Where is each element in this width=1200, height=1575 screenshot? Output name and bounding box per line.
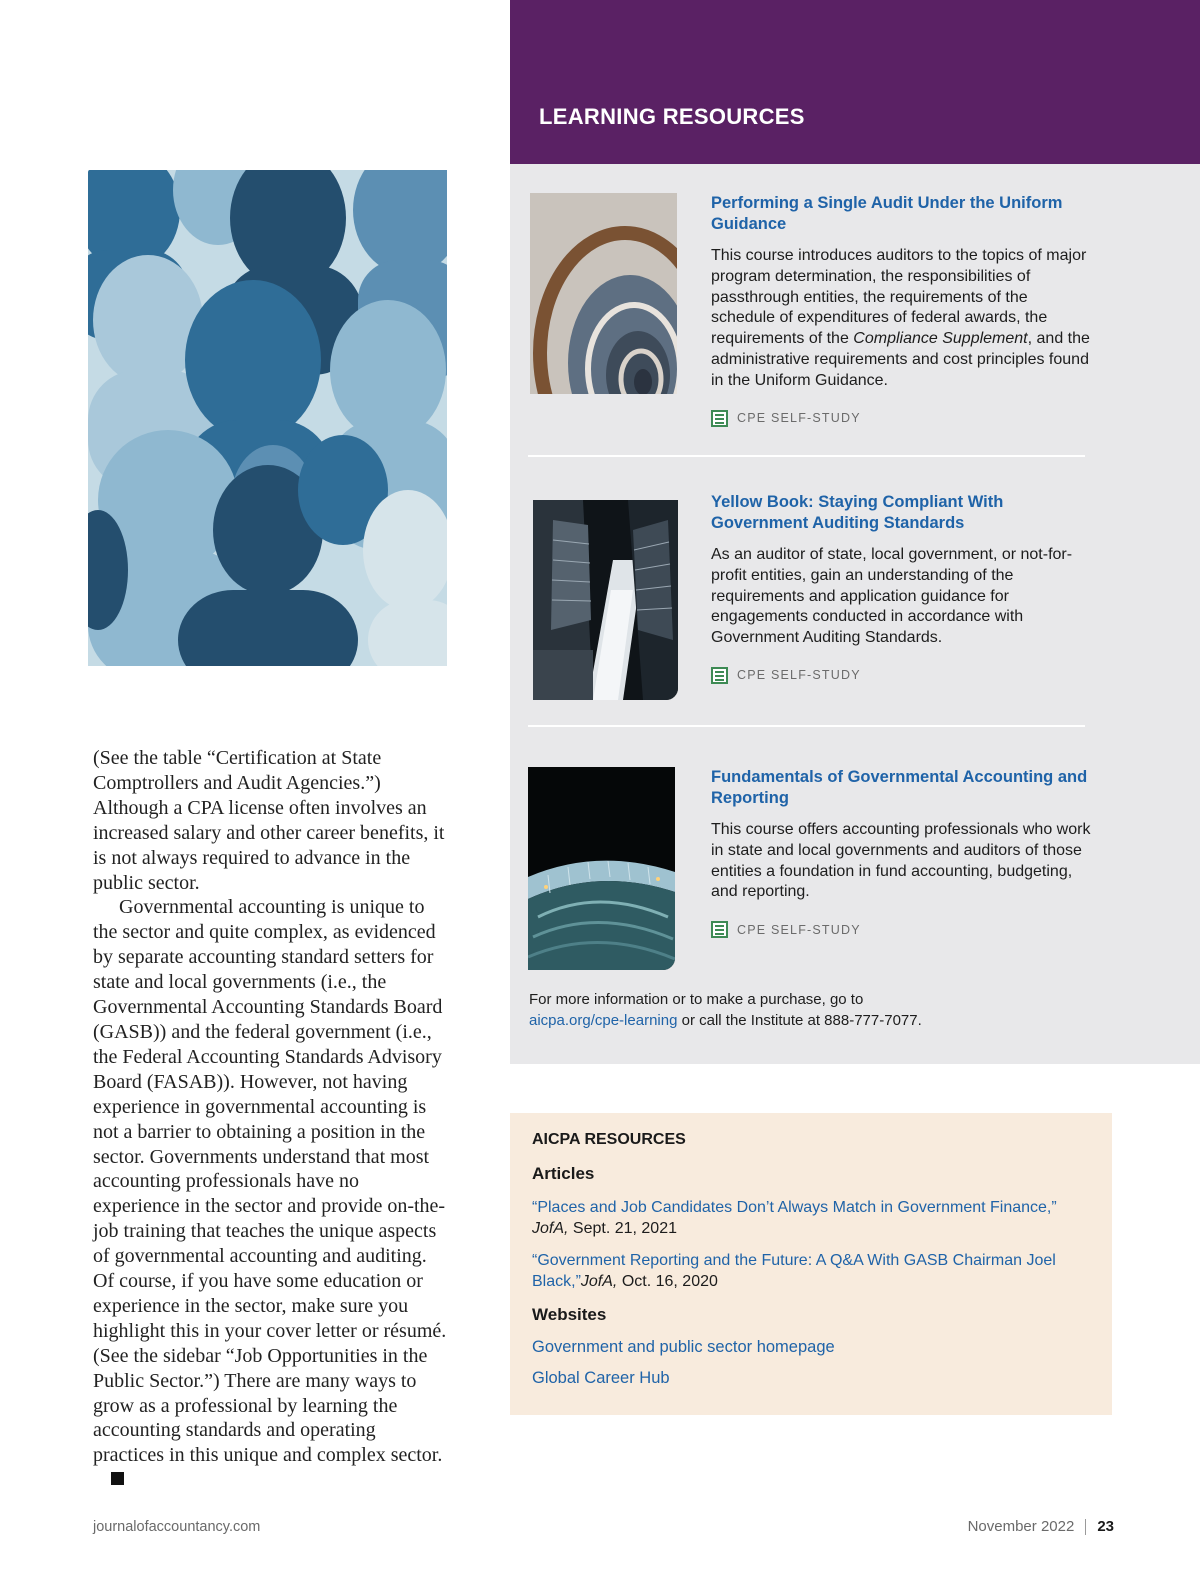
course-description-italic: Compliance Supplement — [853, 330, 1028, 348]
cpe-learning-link[interactable]: aicpa.org/cpe-learning — [529, 1012, 678, 1029]
document-list-icon — [711, 410, 728, 427]
course-text — [711, 492, 1091, 684]
document-list-icon — [711, 921, 728, 938]
learning-resources-header — [510, 0, 1200, 164]
night-bridge-photo — [528, 767, 675, 970]
website-link-government-homepage[interactable]: Government and public sector homepage — [532, 1338, 835, 1356]
spiral-staircase-photo — [530, 193, 677, 394]
course-divider — [528, 725, 1085, 727]
skyscrapers-icon — [533, 500, 678, 700]
footer-phone-text: or call the Institute at 888-777-7077. — [677, 1012, 922, 1029]
course-divider — [528, 455, 1085, 457]
articles-heading: Articles — [532, 1164, 595, 1183]
aicpa-resources-heading: AICPA RESOURCES — [532, 1131, 686, 1148]
page-number: 23 — [1097, 1518, 1114, 1535]
course-format-tag — [711, 667, 1091, 684]
website-link-career-hub[interactable]: Global Career Hub — [532, 1369, 670, 1387]
article-reference — [532, 1250, 1090, 1292]
course-title-link[interactable]: Yellow Book: Staying Compliant With Government Auditing Standards — [711, 493, 1004, 532]
article-body — [93, 746, 449, 1493]
course-format-label: CPE SELF-STUDY — [737, 922, 861, 937]
websites-heading: Websites — [532, 1305, 607, 1324]
footer-issue-info — [968, 1518, 1114, 1535]
course-format-label: CPE SELF-STUDY — [737, 411, 861, 426]
footer-separator — [1085, 1519, 1086, 1535]
learning-resources-footer — [529, 989, 1129, 1031]
aicpa-resources-box — [510, 1113, 1112, 1415]
footer-issue-date: November 2022 — [967, 1518, 1075, 1535]
course-description: As an auditor of state, local government, or not-for-profit entities, gain an understanding of the requirements and application guidance for engagements conducted in accordance with Government Auditing Standards. — [711, 546, 1073, 647]
course-title-link[interactable]: Performing a Single Audit Under the Uniform Guidance — [711, 194, 1063, 233]
article-source: JofA, — [532, 1220, 569, 1237]
course-format-tag — [711, 921, 1091, 938]
course-description: This course offers accounting professionals who work in state and local governments and auditors of those entities a foundation in fund accounting, budgeting, and reporting. — [711, 821, 1091, 901]
body-paragraph-1: (See the table “Certification at State Comptrollers and Audit Agencies.”) Although a CPA license often involves an increased salary and other career benefits, it is not always required to advance in the public sector. — [93, 747, 445, 894]
people-silhouettes-illustration — [88, 170, 447, 666]
article-reference — [532, 1197, 1090, 1239]
end-of-article-mark — [111, 1472, 124, 1485]
silhouettes-icon — [88, 170, 447, 666]
footer-contact-line — [529, 1010, 1129, 1031]
night-bridge-icon — [528, 767, 675, 970]
article-date: Sept. 21, 2021 — [568, 1220, 677, 1237]
article-source: JofA, — [580, 1273, 618, 1290]
footer-website: journalofaccountancy.com — [93, 1519, 261, 1535]
course-format-label: CPE SELF-STUDY — [737, 668, 861, 683]
spiral-staircase-icon — [530, 193, 677, 394]
skyscrapers-photo — [533, 500, 678, 700]
learning-resources-panel — [510, 164, 1200, 1064]
footer-info-line: For more information or to make a purchase, go to — [529, 991, 864, 1008]
document-list-icon — [711, 667, 728, 684]
course-description — [711, 246, 1091, 392]
article-link[interactable]: “Places and Job Candidates Don’t Always Match in Government Finance,” — [532, 1199, 1057, 1216]
course-format-tag — [711, 410, 1091, 427]
course-description-part: , and the administrative requirements and cost principles found in the Uniform Guidance. — [711, 330, 1090, 389]
course-title-link[interactable]: Fundamentals of Governmental Accounting and Reporting — [711, 768, 1088, 807]
article-link[interactable]: “Government Reporting and the Future: A Q&A With GASB Chairman Joel Black,” — [532, 1252, 1056, 1290]
course-text — [711, 193, 1091, 427]
course-description-part: This course introduces auditors to the topics of major program determination, the responsibilities of passthrough entities, the requirements of the schedule of expenditures of federal awards, the requirements of the — [711, 247, 1087, 348]
course-text — [711, 767, 1091, 938]
body-paragraph-2-text: Governmental accounting is unique to the sector and quite complex, as evidenced by separate accounting standard setters for state and local governments (i.e., the Governmental Accounting Standards Board (GASB)) and the federal government (i.e., the Federal Accounting Standards Advisory Board (FASAB)). However, not having experience in governmental accounting is not a barrier to obtaining a position in the sector. Governments understand that most accounting professionals have no experience in the sector and provide on-the-job training that teaches the unique aspects of governmental accounting and auditing. Of course, if you have some education or experience in the sector, make sure you highlight this in your cover letter or résumé. (See the sidebar “Job Opportunities in the Public Sector.”) There are many ways to grow as a professional by learning the accounting standards and operating practices in this unique and complex sector. — [93, 896, 447, 1467]
body-paragraph-2 — [93, 895, 449, 1493]
learning-resources-title: LEARNING RESOURCES — [539, 104, 805, 129]
article-date: Oct. 16, 2020 — [617, 1273, 718, 1290]
